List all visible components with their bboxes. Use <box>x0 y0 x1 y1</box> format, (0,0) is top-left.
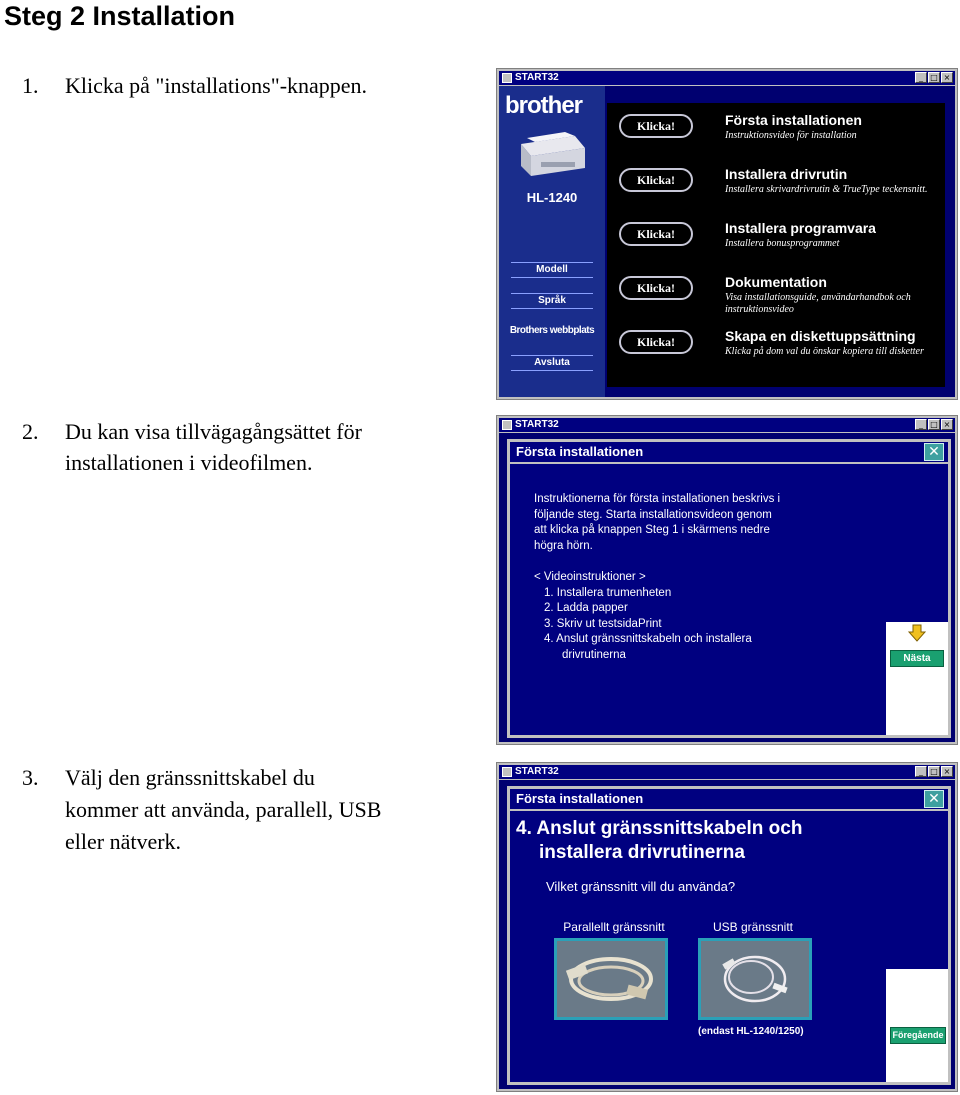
start32-window-main-menu <box>496 68 958 400</box>
window-client <box>499 86 955 397</box>
close-dialog-button[interactable]: ✕ <box>924 443 944 461</box>
app-icon <box>502 73 512 83</box>
klicka-button-first-install[interactable]: Klicka! <box>619 114 693 138</box>
nav-sprak-button[interactable]: Språk <box>511 293 593 309</box>
maximize-button[interactable]: □ <box>928 766 940 777</box>
app-icon <box>502 420 512 430</box>
brother-logo: brother <box>505 92 582 119</box>
step-1 <box>22 70 482 104</box>
item-description: Instruktionsvideo för installation <box>725 130 857 141</box>
minimize-button[interactable]: _ <box>915 72 927 83</box>
item-heading: Skapa en diskettuppsättning <box>725 328 916 344</box>
interface-dialog <box>507 786 951 1085</box>
app-icon <box>502 767 512 777</box>
klicka-button-diskette[interactable]: Klicka! <box>619 330 693 354</box>
previous-button[interactable]: Föregående <box>890 1027 946 1044</box>
usb-cable-icon <box>701 941 809 1017</box>
list-heading: < Videoinstruktioner > <box>534 571 646 583</box>
titlebar <box>499 765 955 779</box>
item-description: Installera bonusprogrammet <box>725 238 840 249</box>
interface-question: Vilket gränssnitt vill du använda? <box>546 879 736 894</box>
step-number: 1. <box>22 73 39 98</box>
window-title: START32 <box>515 72 559 83</box>
maximize-button[interactable]: □ <box>928 72 940 83</box>
next-button[interactable]: Nästa <box>890 650 944 667</box>
parallel-cable-button[interactable] <box>554 938 668 1020</box>
step-text-line: Du kan visa tillvägagångsättet för <box>65 419 362 444</box>
step-number: 3. <box>22 765 39 790</box>
close-dialog-button[interactable]: ✕ <box>924 790 944 808</box>
video-instructions-list <box>534 570 752 663</box>
dialog-title: Första installationen <box>516 444 644 459</box>
intro-line: högra hörn. <box>534 539 593 552</box>
page-title: Steg 2 Installation <box>4 1 236 31</box>
item-heading: Första installationen <box>725 112 862 128</box>
step-text-line: Välj den gränssnittskabel du <box>65 765 315 790</box>
start32-window-interface-select <box>496 762 958 1092</box>
dialog-title: Första installationen <box>516 791 644 806</box>
close-button[interactable]: × <box>941 419 953 430</box>
window-client <box>499 433 955 742</box>
item-heading: Installera programvara <box>725 220 876 236</box>
list-item: 2. Ladda papper <box>544 602 628 614</box>
heading-line: installera drivrutinerna <box>539 842 745 863</box>
step-text: Klicka på "installations"-knappen. <box>65 73 368 98</box>
dialog-titlebar <box>510 789 948 811</box>
model-name: HL-1240 <box>526 190 578 205</box>
minimize-button[interactable]: _ <box>915 766 927 777</box>
start32-window-first-install <box>496 415 958 745</box>
parallel-label: Parallellt gränssnitt <box>563 920 665 934</box>
intro-text <box>534 492 780 554</box>
list-item: 4. Anslut gränssnittskabeln och installera <box>544 633 752 645</box>
titlebar <box>499 418 955 432</box>
window-title: START32 <box>515 419 559 430</box>
item-heading: Dokumentation <box>725 274 827 290</box>
step-3 <box>22 762 492 860</box>
usb-model-note: (endast HL-1240/1250) <box>698 1026 804 1037</box>
klicka-button-driver[interactable]: Klicka! <box>619 168 693 192</box>
minimize-button[interactable]: _ <box>915 419 927 430</box>
menu-panel <box>607 103 945 387</box>
first-install-dialog <box>507 439 951 738</box>
step-2 <box>22 416 482 482</box>
arrow-down-icon <box>908 624 926 642</box>
parallel-cable-icon <box>557 941 665 1017</box>
nav-modell-button[interactable]: Modell <box>511 262 593 278</box>
nav-avsluta-button[interactable]: Avsluta <box>511 355 593 371</box>
usb-label: USB gränssnitt <box>712 920 794 934</box>
close-button[interactable]: × <box>941 72 953 83</box>
side-nav-panel <box>886 622 948 735</box>
intro-line: Instruktionerna för första installationen beskrivs i <box>534 493 781 505</box>
klicka-button-software[interactable]: Klicka! <box>619 222 693 246</box>
item-description: Klicka på dom val du önskar kopiera till disketter <box>725 346 924 357</box>
item-heading: Installera drivrutin <box>725 166 848 182</box>
step-text-line: installationen i videofilmen. <box>65 450 313 475</box>
list-item: 1. Installera trumenheten <box>544 586 672 599</box>
item-description: Installera skrivardrivrutin & TrueType teckensnitt. <box>725 184 928 195</box>
titlebar <box>499 71 955 85</box>
step-text-line: eller nätverk. <box>65 829 182 854</box>
list-item-continuation: drivrutinerna <box>562 648 626 661</box>
usb-cable-button[interactable] <box>698 938 812 1020</box>
printer-image <box>515 126 587 182</box>
side-nav-panel <box>886 969 948 1082</box>
close-button[interactable]: × <box>941 766 953 777</box>
left-panel <box>499 86 605 397</box>
intro-line: följande steg. Starta installationsvideon genom <box>534 508 772 521</box>
window-title: START32 <box>515 766 559 777</box>
dialog-titlebar <box>510 442 948 464</box>
step-number: 2. <box>22 419 39 444</box>
nav-website-button[interactable]: Brothers webbplats <box>509 325 595 336</box>
step-heading <box>516 817 802 865</box>
list-item: 3. Skriv ut testsidaPrint <box>544 617 662 630</box>
window-client <box>499 780 955 1089</box>
heading-line: 4. Anslut gränssnittskabeln och <box>516 818 803 839</box>
klicka-button-documentation[interactable]: Klicka! <box>619 276 693 300</box>
intro-line: att klicka på knappen Steg 1 i skärmens nedre <box>534 524 770 536</box>
item-description: Visa installationsguide, användarhandbok och instruktionsvideo <box>725 292 911 315</box>
maximize-button[interactable]: □ <box>928 419 940 430</box>
step-text-line: kommer att använda, parallell, USB <box>65 797 382 822</box>
